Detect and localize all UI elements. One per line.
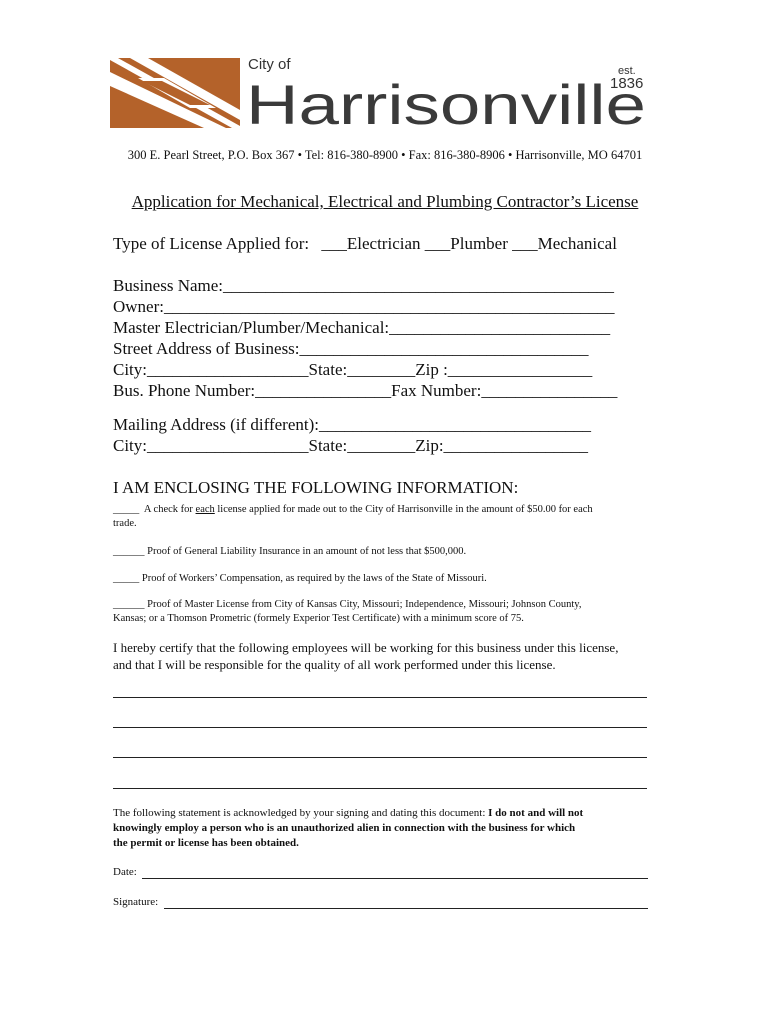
- certify-line2: and that I will be responsible for the quality of all work performed under this license.: [113, 657, 556, 672]
- signature-field[interactable]: [164, 908, 648, 909]
- date-label: Date:: [113, 866, 137, 878]
- enclosure-liability-item[interactable]: ______ Proof of General Liability Insurance in an amount of not less that $500,000.: [113, 546, 467, 557]
- signature-label: Signature:: [113, 896, 159, 908]
- enclosure-check-line2: trade.: [113, 518, 137, 529]
- street-address-field[interactable]: Street Address of Business:__________________________________: [113, 339, 589, 358]
- city-state-zip-field[interactable]: City:___________________State:________Zip :_________________: [113, 360, 593, 379]
- owner-field[interactable]: Owner:_____________________________________________________: [113, 297, 615, 316]
- contact-address: 300 E. Pearl Street, P.O. Box 367 • Tel: 816-380-8900 • Fax: 816-380-8906 • Harrisonville, MO 64701: [127, 148, 643, 162]
- enclosure-check-blank[interactable]: _____: [113, 504, 140, 515]
- option-electrician[interactable]: ___Electrician: [321, 234, 421, 253]
- phone-fax-field[interactable]: Bus. Phone Number:________________Fax Number:________________: [113, 381, 618, 400]
- form-title: Application for Mechanical, Electrical and Plumbing Contractor’s License: [131, 192, 639, 211]
- license-type-row: [113, 234, 617, 254]
- option-mechanical[interactable]: ___Mechanical: [512, 234, 617, 253]
- enclosure-check-item: _____ A check for each license applied for made out to the City of Harrisonville in the amount of $50.00 for each: [113, 504, 593, 515]
- statement-line1: The following statement is acknowledged by your signing and dating this document: I do not and will not: [113, 807, 584, 819]
- enclosure-workers-comp-item[interactable]: _____ Proof of Workers’ Compensation, as required by the laws of the State of Missouri.: [113, 573, 487, 584]
- logo-city-of: City of: [248, 56, 291, 73]
- logo-name: Harrisonville: [246, 73, 646, 132]
- employee-line-1[interactable]: [113, 697, 647, 698]
- date-field[interactable]: [142, 878, 648, 879]
- license-type-label: Type of License Applied for:: [113, 234, 310, 253]
- city-logo: [108, 52, 653, 132]
- enclosure-master-license-item[interactable]: ______ Proof of Master License from City of Kansas City, Missouri; Independence, Missouri; Johnson County,: [113, 599, 582, 610]
- business-name-field[interactable]: Business Name:______________________________________________: [113, 276, 615, 295]
- employee-line-4[interactable]: [113, 788, 647, 789]
- enclosing-heading: I AM ENCLOSING THE FOLLOWING INFORMATION:: [113, 478, 519, 497]
- employee-line-2[interactable]: [113, 727, 647, 728]
- statement-line3: the permit or license has been obtained.: [113, 837, 299, 849]
- logo-year: 1836: [610, 75, 644, 92]
- logo-est: est.: [618, 65, 636, 77]
- mailing-city-field[interactable]: City:___________________State:________Zip:_________________: [113, 436, 589, 455]
- statement-line2: knowingly employ a person who is an unauthorized alien in connection with the business for which: [113, 822, 576, 834]
- employee-line-3[interactable]: [113, 757, 647, 758]
- mailing-address-field[interactable]: Mailing Address (if different):________________________________: [113, 415, 592, 434]
- enclosure-master-license-line2: Kansas; or a Thomson Prometric (formely Experior Test Certificate) with a minimum score of 75.: [113, 613, 524, 624]
- logo-mark-icon: [110, 58, 240, 128]
- option-plumber[interactable]: ___Plumber: [424, 234, 508, 253]
- master-license-field[interactable]: Master Electrician/Plumber/Mechanical:__________________________: [113, 318, 611, 337]
- certify-line1: I hereby certify that the following employees will be working for this business under this license,: [113, 640, 619, 655]
